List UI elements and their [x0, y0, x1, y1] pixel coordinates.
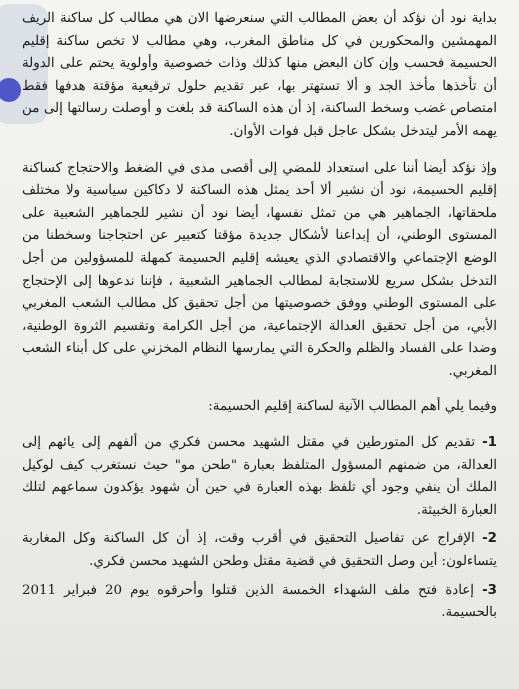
document-body: [22, 8, 497, 631]
paragraph-intro: بداية نود أن نؤكد أن بعض المطالب التي سنعرضها الان هي مطالب كل ساكنة الريف المهمشين والمحكورين في كل مناطق المغرب، وهي مطالب لا تخص ساكنة إقليم الحسيمة فحسب وإن كان البعض منها كذلك وذات خصوصية وأولوية يحتم على الدولة أن تأخذها مأخذ الجد و ألا تستهتر بها، عبر تقديم حلول ترقيعية مؤقتة هدفها فقط امتصاص غضب وسخط الساكنة، إذ أن هذه الساكنة قد بلغت و أوصلت رسالتها إلى من يهمه الأمر ليتدخل بشكل عاجل قبل فوات الأوان.: [22, 11, 497, 139]
demand-number: 1-: [482, 435, 497, 451]
demand-item-2: [22, 528, 497, 573]
demand-number: 3-: [482, 582, 497, 598]
demand-text: إعادة فتح ملف الشهداء الخمسة الذين قتلوا وأحرقوه يوم 20 فبراير 2011 بالحسيمة.: [22, 582, 497, 621]
blue-circle-icon: [0, 78, 21, 102]
demand-text: تقديم كل المتورطين في مقتل الشهيد محسن فكري من ألفهم إلى يائهم إلى العدالة، من ضمنهم المسؤول المتلفظ بعبارة "طحن مو" حيث نستغرب كيف لوكيل الملك أن ينفي وجود أي تلفظ بهذه العبارة في حين أن شهود يؤكدون سماعهم لتلك العبارة الخبيثة.: [22, 435, 497, 518]
demand-text: الإفراج عن تفاصيل التحقيق في أقرب وقت، إذ أن كل الساكنة وكل المغاربة يتساءلون: أين وصل التحقيق في قضية مقتل وطحن الشهيد محسن فكري.: [22, 531, 497, 570]
demand-item-3: [22, 580, 497, 625]
paragraph-demands-heading: وفيما يلي أهم المطالب الآنية لساكنة إقليم الحسيمة:: [208, 398, 497, 414]
demand-number: 2-: [482, 531, 497, 547]
paragraph-protest: وإذ نؤكد أيضا أننا على استعداد للمضي إلى أقصى مدى في الضغط والاحتجاج كساكنة إقليم الحسيمة، نود أن نشير ألا أحد يمثل هذه الساكنة لا دكاكين سياسية ولا مختلف ملحقاتها، الجماهير هي من تمثل نفسها، أيضا نود أن نشير للجماهير الشعبية على المستوى الوطني، أن إبداعنا لأشكال جديدة مؤقتا كتعبير عن احتجاجنا وسخطنا من الوضع الإجتماعي والاقتصادي الذي يعيشه إقليم الحسيمة كمهلة للمسؤولين من أجل التدخل بشكل سريع للاستجابة لمطالب الجماهير الشعبية ، فإننا ندعوها إلى الإحتجاج على المستوى الوطني ووفق خصوصيتها من أجل تحقيق كل مطالب الشعب المغربي الأبي، من أجل تحقيق العدالة الإجتماعية، من أجل الكرامة وتقسيم الثروة الوطنية، وضدا على الفساد والظلم والحكرة التي يمارسها النظام المخزني على كل أبناء الشعب المغربي.: [22, 160, 497, 379]
demand-item-1: [22, 432, 497, 522]
